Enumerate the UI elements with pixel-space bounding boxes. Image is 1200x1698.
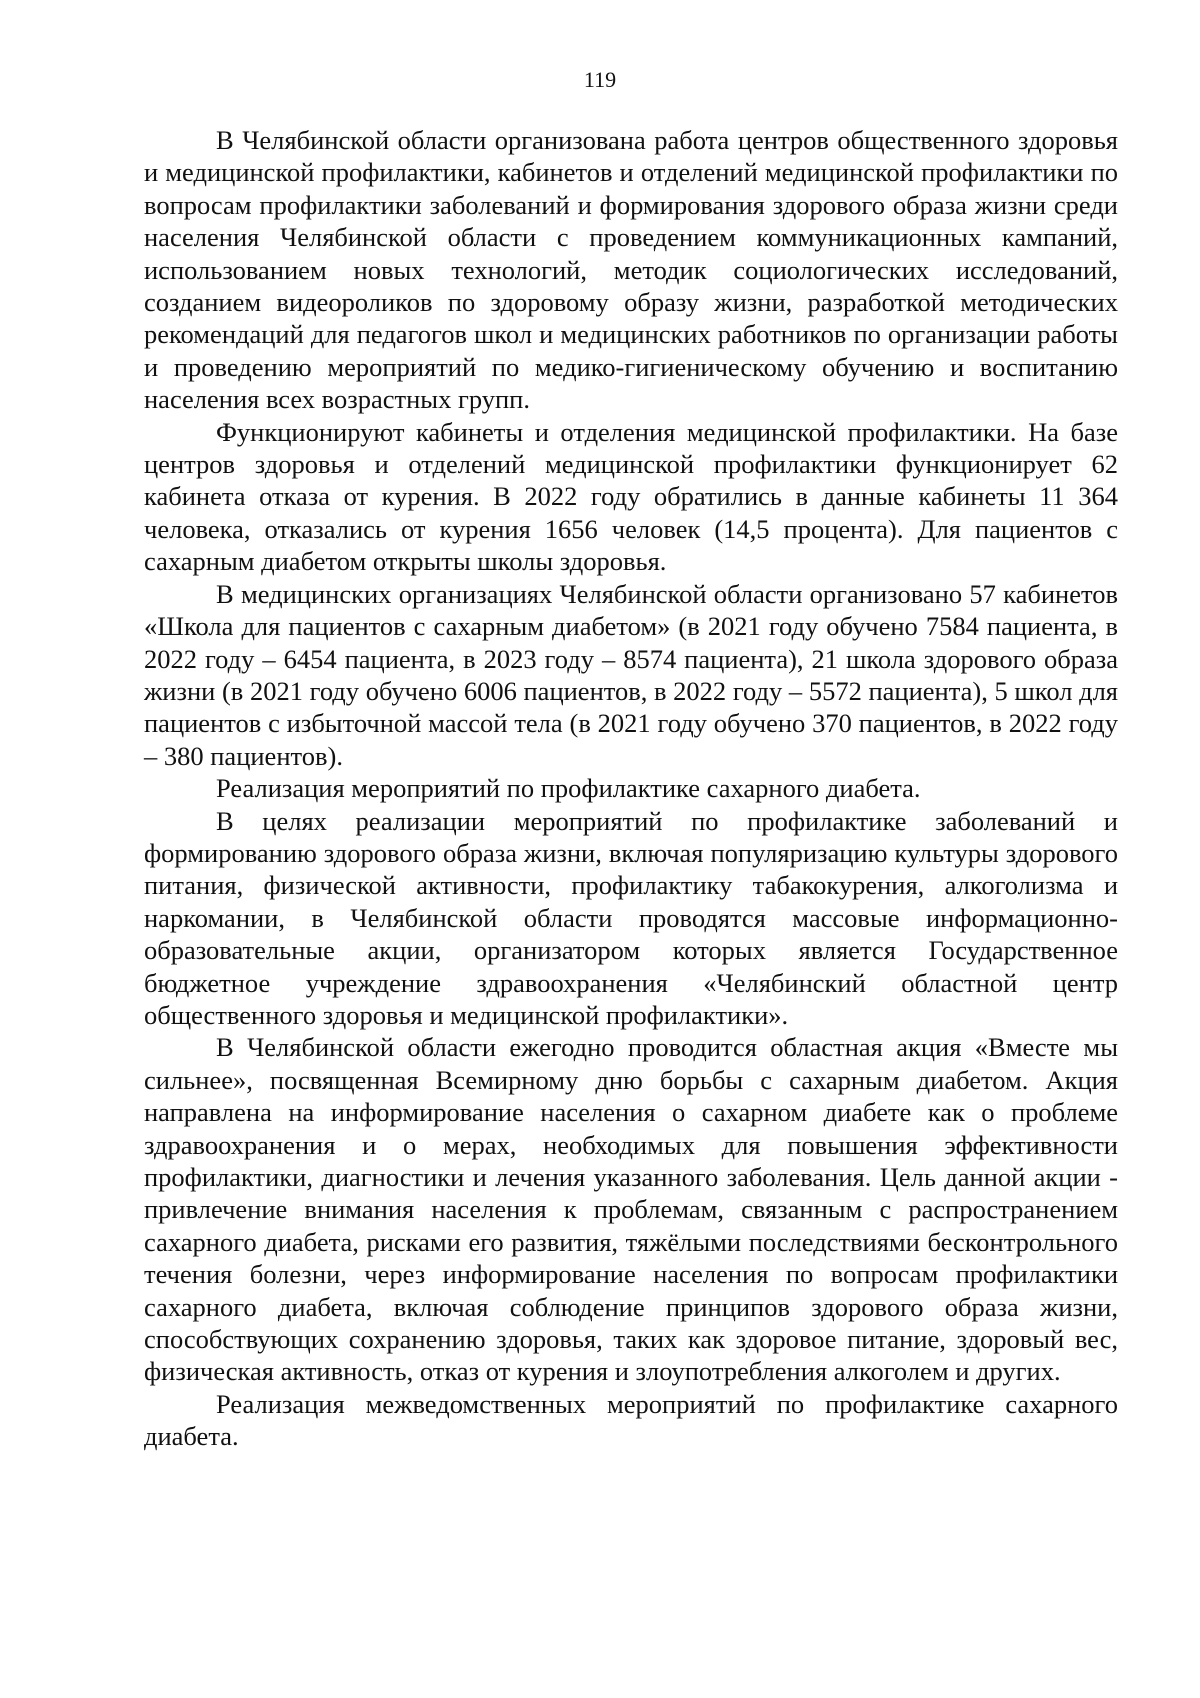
paragraph-together-stronger-campaign: В Челябинской области ежегодно проводится областная акция «Вместе мы сильнее», посвященная Всемирному дню борьбы с сахарным диабетом. Акция направлена на информирование населения о сахарном диабете как о проблеме здравоохранения и о мерах, необходимых для повышения эффективности профилактики, диагностики и лечения указанного заболевания. Цель данной акции - привлечение внимания населения к проблемам, связанным с распространением сахарного диабета, рисками его развития, тяжёлыми последствиями бесконтрольного течения болезни, через информирование населения по вопросам профилактики сахарного диабета, включая соблюдение принципов здорового образа жизни, способствующих сохранению здоровья, таких как здоровое питание, здоровый вес, физическая активность, отказ от курения и злоупотребления алкоголем и других. [144, 1032, 1118, 1387]
paragraph-diabetes-prevention-heading: Реализация мероприятий по профилактике сахарного диабета. [216, 773, 921, 804]
paragraph-diabetes-schools: В медицинских организациях Челябинской области организовано 57 кабинетов «Школа для пациентов с сахарным диабетом» (в 2021 году обучено 7584 пациента, в 2022 году – 6454 пациента, в 2023 году – 8574 пациента), 21 школа здорового образа жизни (в 2021 году обучено 6006 пациентов, в 2022 году – 5572 пациента), 5 школ для пациентов с избыточной массой тела (в 2021 году обучено 370 пациентов, в 2022 году – 380 пациентов). [144, 578, 1118, 771]
paragraph-smoking-cessation: Функционируют кабинеты и отделения медицинской профилактики. На базе центров здоровья и отделений медицинской профилактики функционирует 62 кабинета отказа от курения. В 2022 году обратились в данные кабинеты 11 364 человека, отказались от курения 1656 человек (14,5 процента). Для пациентов с сахарным диабетом открыты школы здоровья. [144, 416, 1118, 577]
paragraph-centers-overview: В Челябинской области организована работа центров общественного здоровья и медицинской профилактики, кабинетов и отделений медицинской профилактики по вопросам профилактики заболеваний и формирования здорового образа жизни среди населения Челябинской области с проведением коммуникационных кампаний, использованием новых технологий, методик социологических исследований, созданием видеороликов по здоровому образу жизни, разработкой методических рекомендаций для педагогов школ и медицинских работников по организации работы и проведению мероприятий по медико-гигиеническому обучению и воспитанию населения всех возрастных групп. [144, 125, 1118, 415]
document-body [144, 124, 1118, 1453]
page-number: 119 [583, 67, 617, 92]
paragraph-information-campaigns: В целях реализации мероприятий по профилактике заболеваний и формированию здорового образа жизни, включая популяризацию культуры здорового питания, физической активности, профилактику табакокурения, алкоголизма и наркомании, в Челябинской области проводятся массовые информационно-образовательные акции, организатором которых является Государственное бюджетное учреждение здравоохранения «Челябинский областной центр общественного здоровья и медицинской профилактики». [144, 805, 1118, 1030]
paragraph-interagency-measures-heading: Реализация межведомственных мероприятий по профилактике сахарного диабета. [144, 1388, 1118, 1452]
